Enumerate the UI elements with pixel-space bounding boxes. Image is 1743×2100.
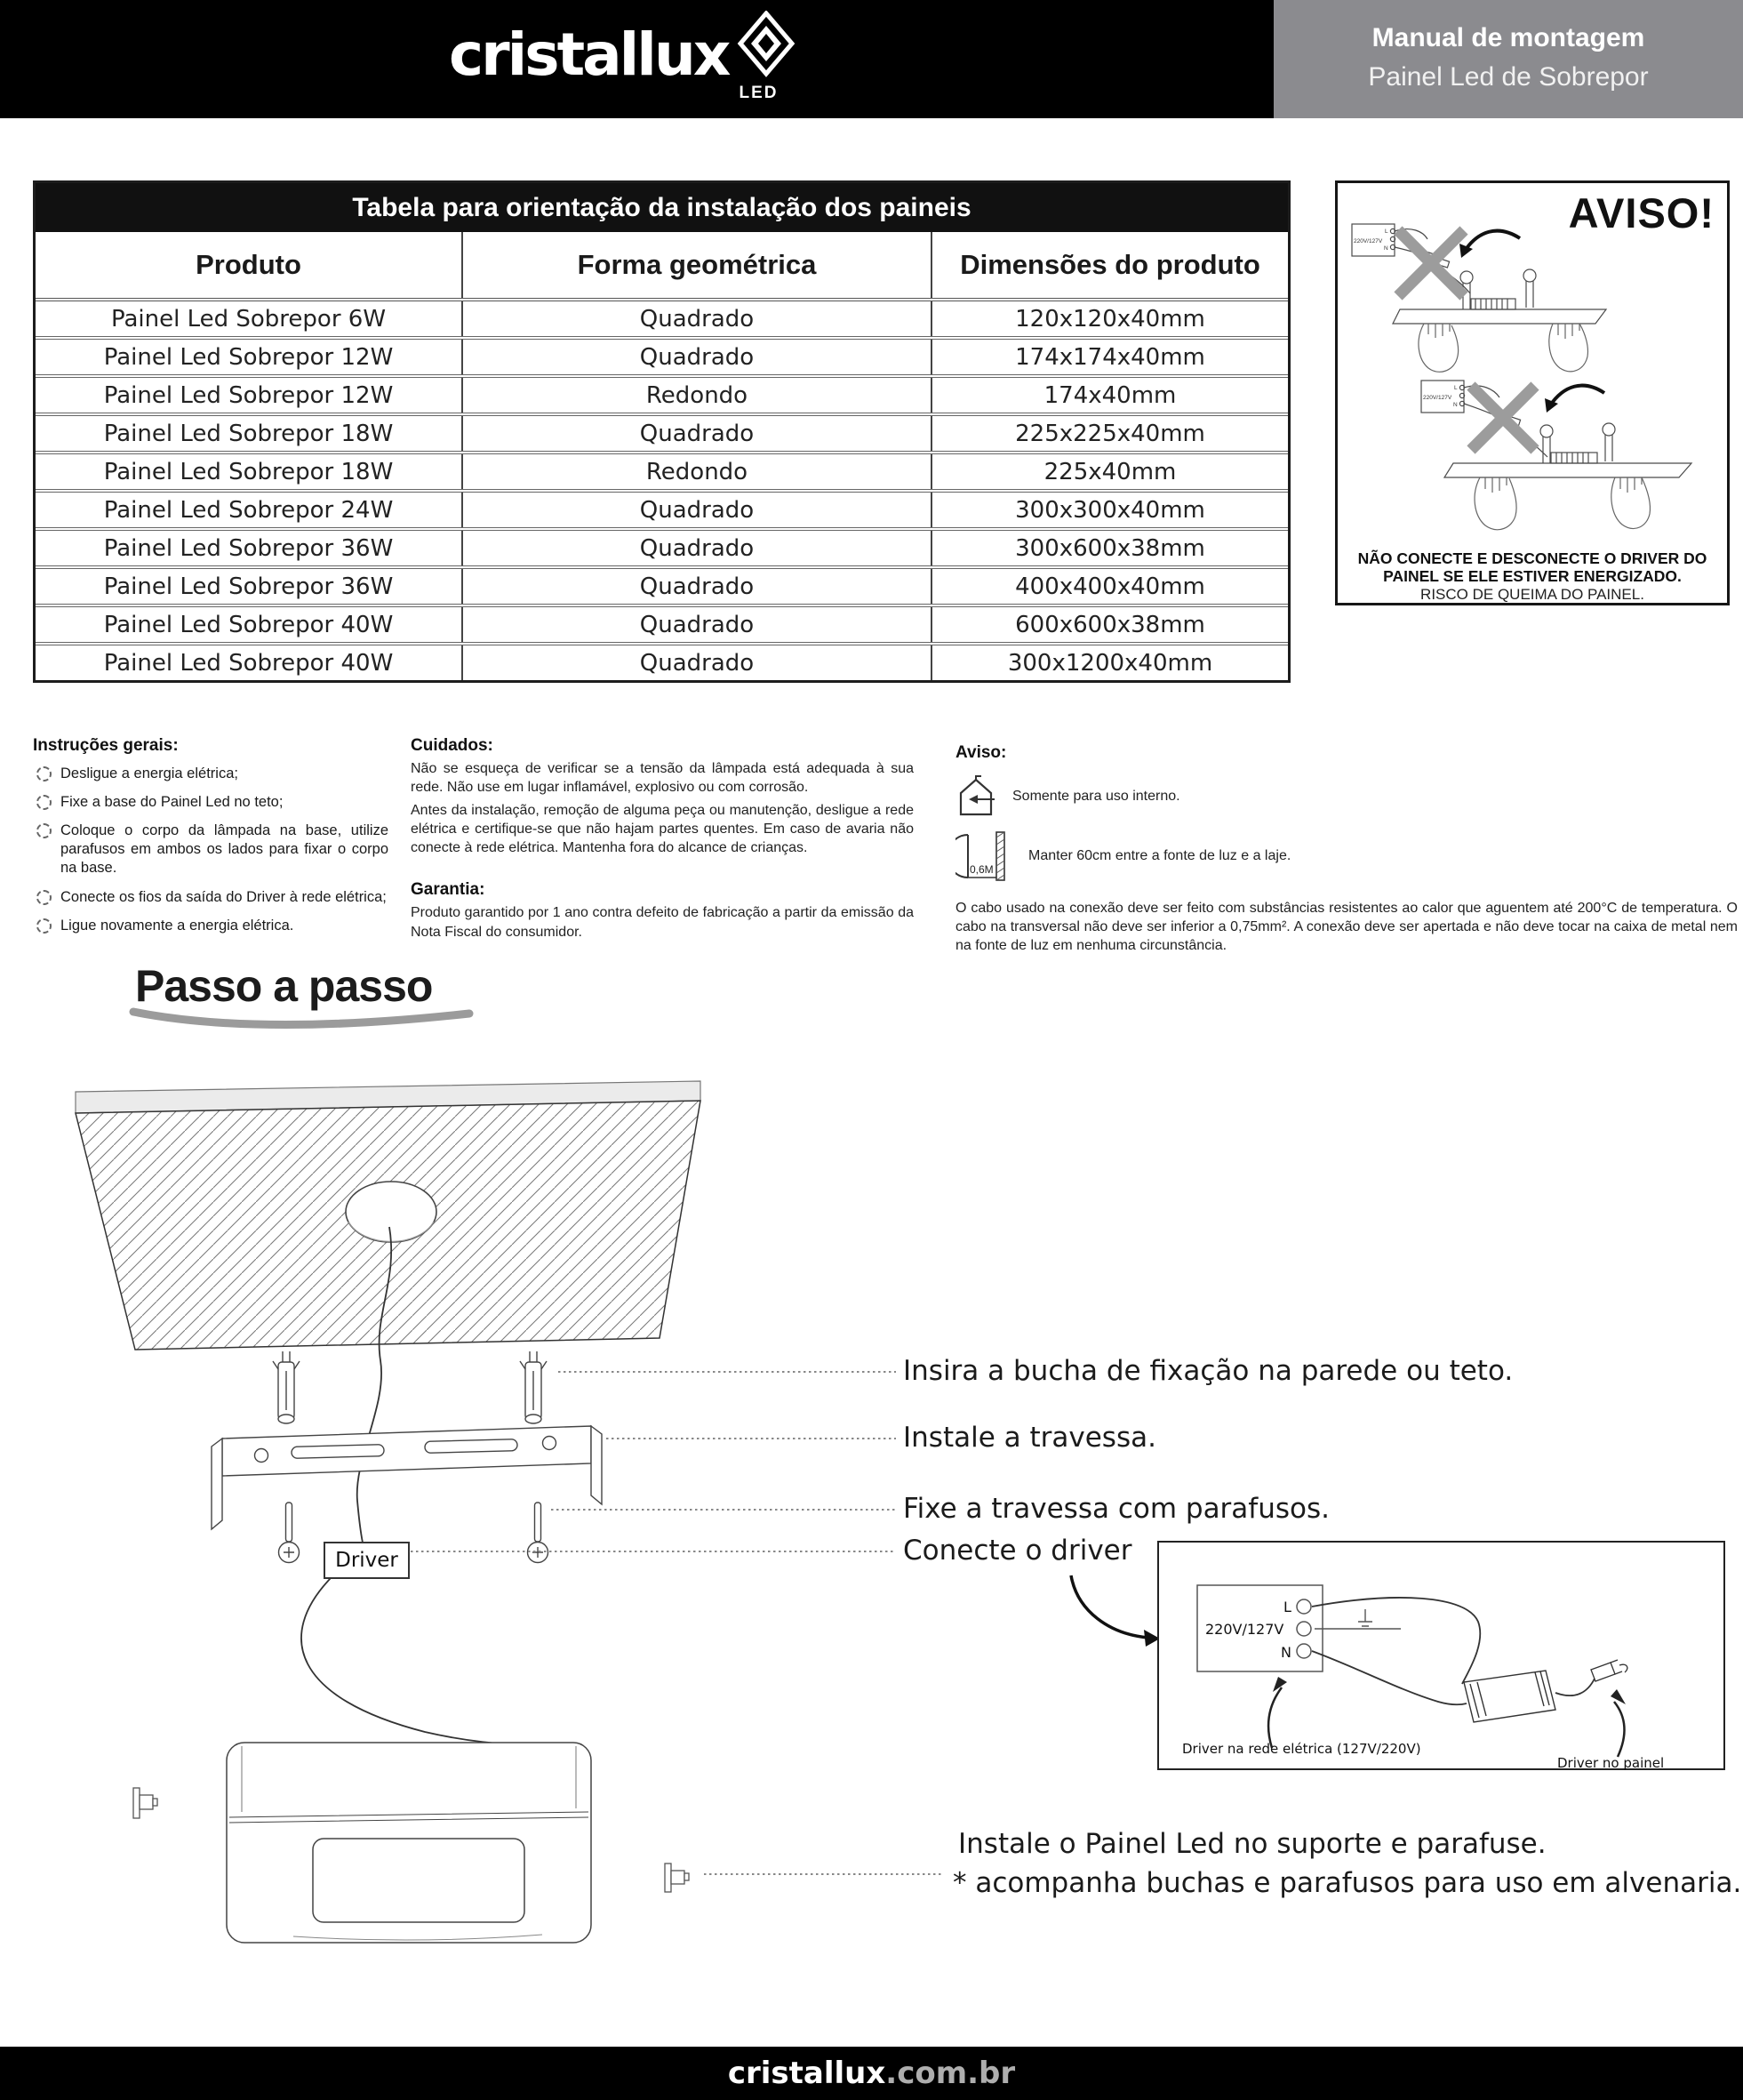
cell-dimensoes: 225x40mm	[931, 453, 1288, 491]
care-paragraph: Antes da instalação, remoção de alguma peça ou manutenção, desligue a rede elétrica e certifique-se que não hajam partes quentes. Em caso de avaria não conecte à rede elétrica. Mantenha fora do alcance de crianças.	[411, 802, 914, 856]
table-row	[36, 605, 1288, 644]
table-row	[36, 644, 1288, 680]
product-table	[33, 180, 1291, 683]
mounting-screw	[279, 1503, 548, 1563]
table-row	[36, 529, 1288, 567]
step-by-step-title: Passo a passo	[135, 961, 433, 1011]
cell-produto: Painel Led Sobrepor 40W	[36, 644, 462, 680]
cell-forma: Quadrado	[462, 338, 931, 376]
cell-forma: Quadrado	[462, 491, 931, 529]
cell-produto: Painel Led Sobrepor 18W	[36, 453, 462, 491]
curved-arrow-icon	[1550, 386, 1604, 405]
notice-section	[955, 743, 1743, 955]
driver-arrow	[1071, 1575, 1148, 1638]
manual-badge-title: Manual de montagem	[1371, 23, 1645, 52]
cell-produto: Painel Led Sobrepor 12W	[36, 338, 462, 376]
warranty-text: Produto garantido por 1 ano contra defeito de fabricação a partir da emissão da Nota Fiscal do consumidor.	[411, 905, 914, 940]
brand-logo-sub: LED	[739, 84, 779, 102]
brand-logo	[449, 11, 803, 108]
footer-brand: cristallux	[727, 2056, 886, 2091]
wiring-terminal-l: L	[1283, 1599, 1291, 1615]
cell-dimensoes: 400x400x40mm	[931, 567, 1288, 605]
general-instructions	[33, 736, 388, 945]
warranty-title: Garantia:	[411, 880, 485, 900]
svg-text:L: L	[1385, 228, 1388, 235]
cable-note: O cabo usado na conexão deve ser feito com substâncias resistentes ao calor que aguentem até 200°C de temperatura. O cabo na transversal não deve ser inferior a 0,75mm². A conexão deve ser apertada e não deve tocar na caixa de metal nem na fonte de luz em nenhuma circunstância.	[955, 901, 1738, 953]
table-body	[36, 300, 1288, 680]
instruction-item	[33, 793, 388, 812]
instruction-item	[33, 888, 388, 907]
svg-text:N: N	[1453, 402, 1458, 408]
cell-dimensoes: 300x300x40mm	[931, 491, 1288, 529]
step-label-driver: Conecte o driver	[903, 1535, 1132, 1567]
warning-illustration-1	[1352, 224, 1606, 372]
cell-produto: Painel Led Sobrepor 36W	[36, 529, 462, 567]
instruction-text: Coloque o corpo da lâmpada na base, utilize parafusos em ambos os lados para fixar o corpo na base.	[60, 822, 388, 877]
dashed-circle-bullet-icon	[36, 918, 52, 934]
notice-item-text: Manter 60cm entre a fonte de luz e a laje.	[1028, 848, 1291, 863]
cell-dimensoes: 225x225x40mm	[931, 414, 1288, 453]
cell-forma: Quadrado	[462, 414, 931, 453]
step-label-painel: Instale o Painel Led no suporte e parafuse.	[958, 1828, 1547, 1860]
table-row	[36, 338, 1288, 376]
source-voltage-label: 220V/127V	[1423, 395, 1452, 401]
dashed-circle-bullet-icon	[36, 766, 52, 781]
warning-text: NÃO CONECTE E DESCONECTE O DRIVER DO PAINEL SE ELE ESTIVER ENERGIZADO. RISCO DE QUEIMA DO PAINEL.	[1357, 549, 1707, 603]
led-panel-body	[227, 1743, 591, 1943]
cell-dimensoes: 300x1200x40mm	[931, 644, 1288, 680]
wiring-detail-box	[1158, 1542, 1724, 1769]
cell-forma: Quadrado	[462, 529, 931, 567]
step-label-alvenaria: * acompanha buchas e parafusos para uso em alvenaria.	[953, 1867, 1742, 1899]
cell-produto: Painel Led Sobrepor 40W	[36, 605, 462, 644]
col-header-dimensoes: Dimensões do produto	[931, 232, 1288, 300]
manual-badge-subtitle: Painel Led de Sobrepor	[1368, 62, 1649, 92]
wiring-voltage-label: 220V/127V	[1205, 1621, 1284, 1638]
care-paragraph: Não se esqueça de verificar se a tensão da lâmpada está adequada à sua rede. Não use em lugar inflamável, explosivo ou com corrosão.	[411, 761, 914, 796]
step-label-parafusos: Fixe a travessa com parafusos.	[903, 1493, 1330, 1525]
instruction-item	[33, 822, 388, 878]
indoor-use-house-icon	[955, 775, 996, 818]
driver-tag-label: Driver	[335, 1549, 398, 1572]
source-voltage-label: 220V/127V	[1354, 238, 1383, 244]
instruction-item	[33, 917, 388, 935]
cell-produto: Painel Led Sobrepor 24W	[36, 491, 462, 529]
warning-illustrations	[1338, 183, 1727, 603]
header-bar	[0, 0, 1743, 118]
dashed-circle-bullet-icon	[36, 795, 52, 810]
cell-dimensoes: 600x600x38mm	[931, 605, 1288, 644]
instruction-text: Desligue a energia elétrica;	[60, 765, 238, 781]
notice-item-text: Somente para uso interno.	[1012, 789, 1180, 804]
ceiling-slab	[76, 1081, 700, 1350]
table-header-row	[36, 232, 1288, 300]
instruction-text: Fixe a base do Painel Led no teto;	[60, 794, 284, 811]
instruction-item	[33, 765, 388, 783]
footer-domain: .com.br	[885, 2056, 1016, 2091]
table-row	[36, 491, 1288, 529]
cell-forma: Quadrado	[462, 300, 931, 338]
care-section	[411, 736, 914, 942]
warning-title: AVISO!	[1568, 189, 1715, 236]
cell-forma: Quadrado	[462, 567, 931, 605]
warning-box	[1335, 180, 1730, 605]
cell-dimensoes: 300x600x38mm	[931, 529, 1288, 567]
gem-icon	[733, 11, 799, 80]
notice-item-distance	[955, 830, 1743, 882]
cell-produto: Painel Led Sobrepor 36W	[36, 567, 462, 605]
wiring-source-label: Driver na rede elétrica (127V/220V)	[1182, 1741, 1421, 1757]
wiring-terminal-n: N	[1281, 1644, 1291, 1661]
cell-dimensoes: 174x40mm	[931, 376, 1288, 414]
table-row	[36, 376, 1288, 414]
dashed-circle-bullet-icon	[36, 890, 52, 905]
brand-logo-text: cristallux	[449, 20, 729, 89]
notice-title: Aviso:	[955, 743, 1007, 762]
table-row	[36, 300, 1288, 338]
instructions-title: Instruções gerais:	[33, 736, 179, 755]
col-header-produto: Produto	[36, 232, 462, 300]
footer-bar	[0, 2047, 1743, 2100]
col-header-forma: Forma geométrica	[462, 232, 931, 300]
instruction-text: Ligue novamente a energia elétrica.	[60, 917, 294, 934]
cell-forma: Redondo	[462, 376, 931, 414]
table-row	[36, 453, 1288, 491]
warning-illustration-2	[1421, 381, 1691, 530]
driver-panel-cable	[301, 1578, 533, 1746]
forbidden-x-icon	[1398, 230, 1464, 296]
title-underline-swoosh	[133, 1012, 469, 1025]
cell-forma: Quadrado	[462, 605, 931, 644]
cell-dimensoes: 174x174x40mm	[931, 338, 1288, 376]
wall-anchor-bucha	[273, 1351, 547, 1423]
distance-value: 0,6M	[970, 863, 994, 876]
forbidden-x-icon	[1471, 386, 1535, 450]
svg-text:N: N	[1384, 245, 1388, 252]
manual-badge	[1274, 0, 1743, 118]
table-row	[36, 414, 1288, 453]
cell-forma: Quadrado	[462, 644, 931, 680]
instruction-text: Conecte os fios da saída do Driver à rede elétrica;	[60, 888, 387, 905]
dashed-circle-bullet-icon	[36, 823, 52, 838]
distance-60cm-icon	[955, 830, 1012, 882]
wiring-panel-label: Driver no painel	[1557, 1755, 1665, 1771]
instructions-list	[33, 765, 388, 935]
cell-forma: Redondo	[462, 453, 931, 491]
cell-produto: Painel Led Sobrepor 12W	[36, 376, 462, 414]
mounting-bracket-travessa	[212, 1426, 602, 1529]
cell-dimensoes: 120x120x40mm	[931, 300, 1288, 338]
step-label-travessa: Instale a travessa.	[903, 1422, 1156, 1454]
cell-produto: Painel Led Sobrepor 6W	[110, 305, 387, 333]
care-title: Cuidados:	[411, 736, 493, 755]
notice-item-indoor	[955, 775, 1743, 818]
product-table-title: Tabela para orientação da instalação dos paineis	[36, 183, 1288, 232]
step-label-bucha: Insira a bucha de fixação na parede ou teto.	[903, 1355, 1514, 1387]
svg-text:L: L	[1454, 385, 1458, 391]
curved-arrow-icon	[1465, 231, 1520, 251]
table-row	[36, 567, 1288, 605]
cell-produto: Painel Led Sobrepor 18W	[36, 414, 462, 453]
